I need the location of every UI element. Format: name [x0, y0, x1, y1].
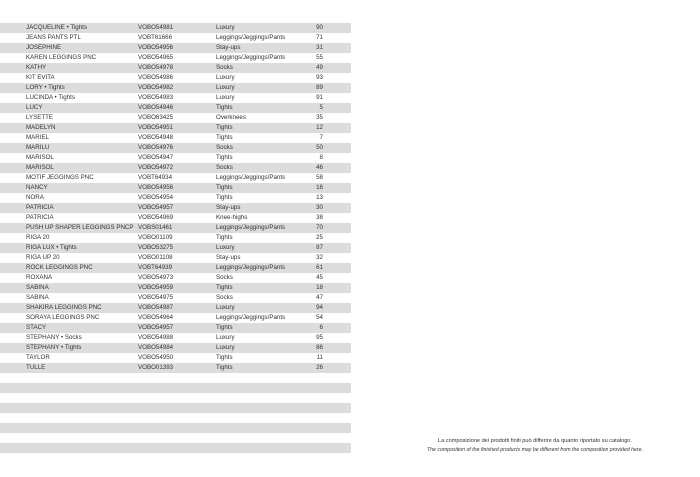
product-name: LYSETTE	[26, 114, 54, 121]
product-name: STACY	[26, 324, 47, 331]
product-code: VOBO54988	[138, 334, 174, 341]
page-number: 18	[316, 284, 323, 291]
product-name: SABINA	[26, 294, 49, 301]
product-code: VOBO01393	[138, 364, 174, 371]
product-name: LUCY	[26, 104, 43, 111]
product-code: VOBT61666	[138, 34, 173, 41]
product-category: Tights	[216, 124, 233, 131]
composition-note-italian: La composizione dei prodotti finiti può differire da quanto riportato su catalogo.	[438, 438, 632, 444]
product-name: PATRICIA	[26, 204, 54, 211]
product-name: SORAYA LEGGINGS PNC	[26, 314, 100, 321]
table-row	[0, 63, 351, 73]
product-name: MARIEL	[26, 134, 50, 141]
product-category: Luxury	[216, 94, 235, 101]
product-category: Tights	[216, 364, 233, 371]
product-name: MADELYN	[26, 124, 56, 131]
product-code: VOBO63425	[138, 114, 174, 121]
product-code: VOBO54972	[138, 164, 174, 171]
page-number: 70	[316, 224, 323, 231]
table-row	[0, 173, 351, 183]
product-code: VOBT64939	[138, 264, 173, 271]
product-code: VOBO54983	[138, 94, 174, 101]
page-number: 49	[316, 64, 323, 71]
product-category: Leggings/Jeggings/Pants	[216, 54, 286, 61]
product-code: VOBO54956	[138, 184, 174, 191]
product-category: Luxury	[216, 334, 235, 341]
table-row	[0, 383, 351, 393]
product-code: VOBO54951	[138, 124, 174, 131]
page-number: 6	[319, 324, 323, 331]
table-row	[0, 53, 351, 63]
table-row	[0, 133, 351, 143]
page-number: 58	[316, 174, 323, 181]
table-row	[0, 303, 351, 313]
table-row	[0, 433, 351, 443]
product-code: VOBT64934	[138, 174, 173, 181]
product-name: PATRICIA	[26, 214, 54, 221]
product-code: VOBO54948	[138, 134, 174, 141]
product-category: Leggings/Jeggings/Pants	[216, 264, 286, 271]
product-name: SABINA	[26, 284, 49, 291]
product-category: Socks	[216, 164, 233, 171]
product-category: Tights	[216, 134, 233, 141]
product-name: STEPHANY • Tights	[26, 344, 82, 351]
product-category: Stay-ups	[216, 44, 241, 51]
page-number: 7	[319, 134, 323, 141]
product-name: SHAKIRA LEGGINGS PNC	[26, 304, 102, 311]
product-category: Luxury	[216, 84, 235, 91]
page-number: 46	[316, 164, 323, 171]
table-row	[0, 113, 351, 123]
table-row	[0, 313, 351, 323]
product-code: VOBO54982	[138, 84, 174, 91]
product-code: VOBO54969	[138, 214, 174, 221]
table-row	[0, 263, 351, 273]
product-name: LORY • Tights	[26, 84, 65, 91]
product-category: Overknees	[216, 114, 246, 121]
page-number: 90	[316, 24, 323, 31]
product-category: Socks	[216, 274, 233, 281]
product-code: VOBO54986	[138, 74, 174, 81]
composition-note	[410, 437, 660, 455]
product-index-table	[0, 23, 351, 453]
product-code: VOBS01461	[138, 224, 173, 231]
table-row	[0, 403, 351, 413]
product-category: Knee-highs	[216, 214, 248, 221]
page-number: 5	[319, 104, 323, 111]
page-number: 32	[316, 254, 323, 261]
page-number: 26	[316, 364, 323, 371]
table-row	[0, 223, 351, 233]
product-name: ROXANA	[26, 274, 53, 281]
table-row	[0, 293, 351, 303]
product-code: VOBO54947	[138, 154, 174, 161]
product-name: KATHY	[26, 64, 47, 71]
table-row	[0, 93, 351, 103]
product-code: VOBO54978	[138, 64, 174, 71]
product-code: VOBO54954	[138, 194, 174, 201]
page-number: 45	[316, 274, 323, 281]
page-number: 87	[316, 244, 323, 251]
table-row	[0, 373, 351, 383]
table-row	[0, 363, 351, 373]
product-name: MARILU	[26, 144, 50, 151]
product-name: RIGA UP 20	[26, 254, 60, 261]
product-name: NORA	[26, 194, 44, 201]
table-row	[0, 203, 351, 213]
product-name: STEPHANY • Socks	[26, 334, 82, 341]
table-row	[0, 423, 351, 433]
page-number: 86	[316, 344, 323, 351]
product-name: RIGA LUX • Tights	[26, 244, 77, 251]
product-name: PUSH UP SHAPER LEGGINGS PNCP	[26, 224, 134, 231]
table-row	[0, 253, 351, 263]
product-name: MOTIF JEGGINGS PNC	[26, 174, 94, 181]
product-category: Tights	[216, 354, 233, 361]
table-row	[0, 33, 351, 43]
product-category: Leggings/Jeggings/Pants	[216, 34, 286, 41]
table-row	[0, 213, 351, 223]
table-row	[0, 323, 351, 333]
product-category: Luxury	[216, 74, 235, 81]
table-row	[0, 343, 351, 353]
page-number: 55	[316, 54, 323, 61]
product-category: Socks	[216, 64, 233, 71]
page-number: 61	[316, 264, 323, 271]
product-name: JOSEPHINE	[26, 44, 62, 51]
page-number: 89	[316, 84, 323, 91]
page-number: 12	[316, 124, 323, 131]
product-name: KAREN LEGGINGS PNC	[26, 54, 97, 61]
product-code: VOBO54950	[138, 354, 174, 361]
table-row	[0, 153, 351, 163]
table-row	[0, 443, 351, 453]
product-name: KIT EVITA	[26, 74, 55, 81]
product-code: VOBO54957	[138, 324, 174, 331]
product-category: Tights	[216, 154, 233, 161]
product-code: VOBO54964	[138, 314, 174, 321]
product-name: RIGA 20	[26, 234, 50, 241]
product-category: Luxury	[216, 24, 235, 31]
product-code: VOBO53275	[138, 244, 174, 251]
product-code: VOBO54956	[138, 44, 174, 51]
product-category: Leggings/Jeggings/Pants	[216, 174, 286, 181]
product-name: TULLE	[26, 364, 46, 371]
page-number: 54	[316, 314, 323, 321]
page-number: 13	[316, 194, 323, 201]
product-category: Luxury	[216, 344, 235, 351]
product-category: Tights	[216, 234, 233, 241]
product-category: Tights	[216, 184, 233, 191]
page-number: 95	[316, 334, 323, 341]
table-row	[0, 83, 351, 93]
table-row	[0, 193, 351, 203]
product-code: VOBO54965	[138, 54, 174, 61]
table-row	[0, 73, 351, 83]
page-number: 93	[316, 74, 323, 81]
product-name: MARISOL	[26, 164, 54, 171]
product-code: VOBO01108	[138, 254, 173, 261]
table-row	[0, 163, 351, 173]
product-category: Tights	[216, 284, 233, 291]
table-row	[0, 273, 351, 283]
page-number: 71	[316, 34, 323, 41]
page-number: 30	[316, 204, 323, 211]
table-row	[0, 23, 351, 33]
page-number: 25	[316, 234, 323, 241]
product-name: JACQUELINE • Tights	[26, 24, 87, 31]
table-row	[0, 143, 351, 153]
page-number: 35	[316, 114, 323, 121]
product-category: Tights	[216, 104, 233, 111]
composition-note-english: The composition of the finished products may be different from the composition provided here.	[427, 447, 643, 453]
table-row	[0, 413, 351, 423]
table-row	[0, 233, 351, 243]
table-row	[0, 183, 351, 193]
product-category: Tights	[216, 194, 233, 201]
product-code: VOBO54981	[138, 24, 174, 31]
table-row	[0, 393, 351, 403]
table-row	[0, 123, 351, 133]
page-number: 94	[316, 304, 323, 311]
product-code: VOBO01109	[138, 234, 173, 241]
page-number: 31	[316, 44, 323, 51]
product-code: VOBO54957	[138, 204, 174, 211]
product-code: VOBO54987	[138, 304, 174, 311]
product-code: VOBO54973	[138, 274, 174, 281]
page-number: 11	[316, 354, 323, 361]
product-name: MARISOL	[26, 154, 54, 161]
table-row	[0, 103, 351, 113]
product-category: Leggings/Jeggings/Pants	[216, 224, 286, 231]
product-category: Luxury	[216, 304, 235, 311]
page-number: 50	[316, 144, 323, 151]
table-row	[0, 43, 351, 53]
product-category: Stay-ups	[216, 254, 241, 261]
product-name: TAYLOR	[26, 354, 50, 361]
table-row	[0, 243, 351, 253]
table-row	[0, 283, 351, 293]
product-name: ROCK LEGGINGS PNC	[26, 264, 93, 271]
product-name: JEANS PANTS PTL	[26, 34, 81, 41]
page-number: 38	[316, 214, 323, 221]
product-category: Socks	[216, 294, 233, 301]
product-name: LUCINDA • Tights	[26, 94, 75, 101]
product-category: Tights	[216, 324, 233, 331]
product-code: VOBO54959	[138, 284, 174, 291]
table-row	[0, 353, 351, 363]
product-code: VOBO54976	[138, 144, 174, 151]
product-category: Luxury	[216, 244, 235, 251]
page-number: 47	[316, 294, 323, 301]
page-number: 91	[316, 94, 323, 101]
product-category: Stay-ups	[216, 204, 241, 211]
product-name: NANCY	[26, 184, 48, 191]
page-number: 8	[319, 154, 323, 161]
product-code: VOBO54984	[138, 344, 174, 351]
product-category: Leggings/Jeggings/Pants	[216, 314, 286, 321]
product-code: VOBO54975	[138, 294, 174, 301]
table-row	[0, 333, 351, 343]
product-code: VOBO54946	[138, 104, 174, 111]
page-number: 16	[316, 184, 323, 191]
product-category: Socks	[216, 144, 233, 151]
